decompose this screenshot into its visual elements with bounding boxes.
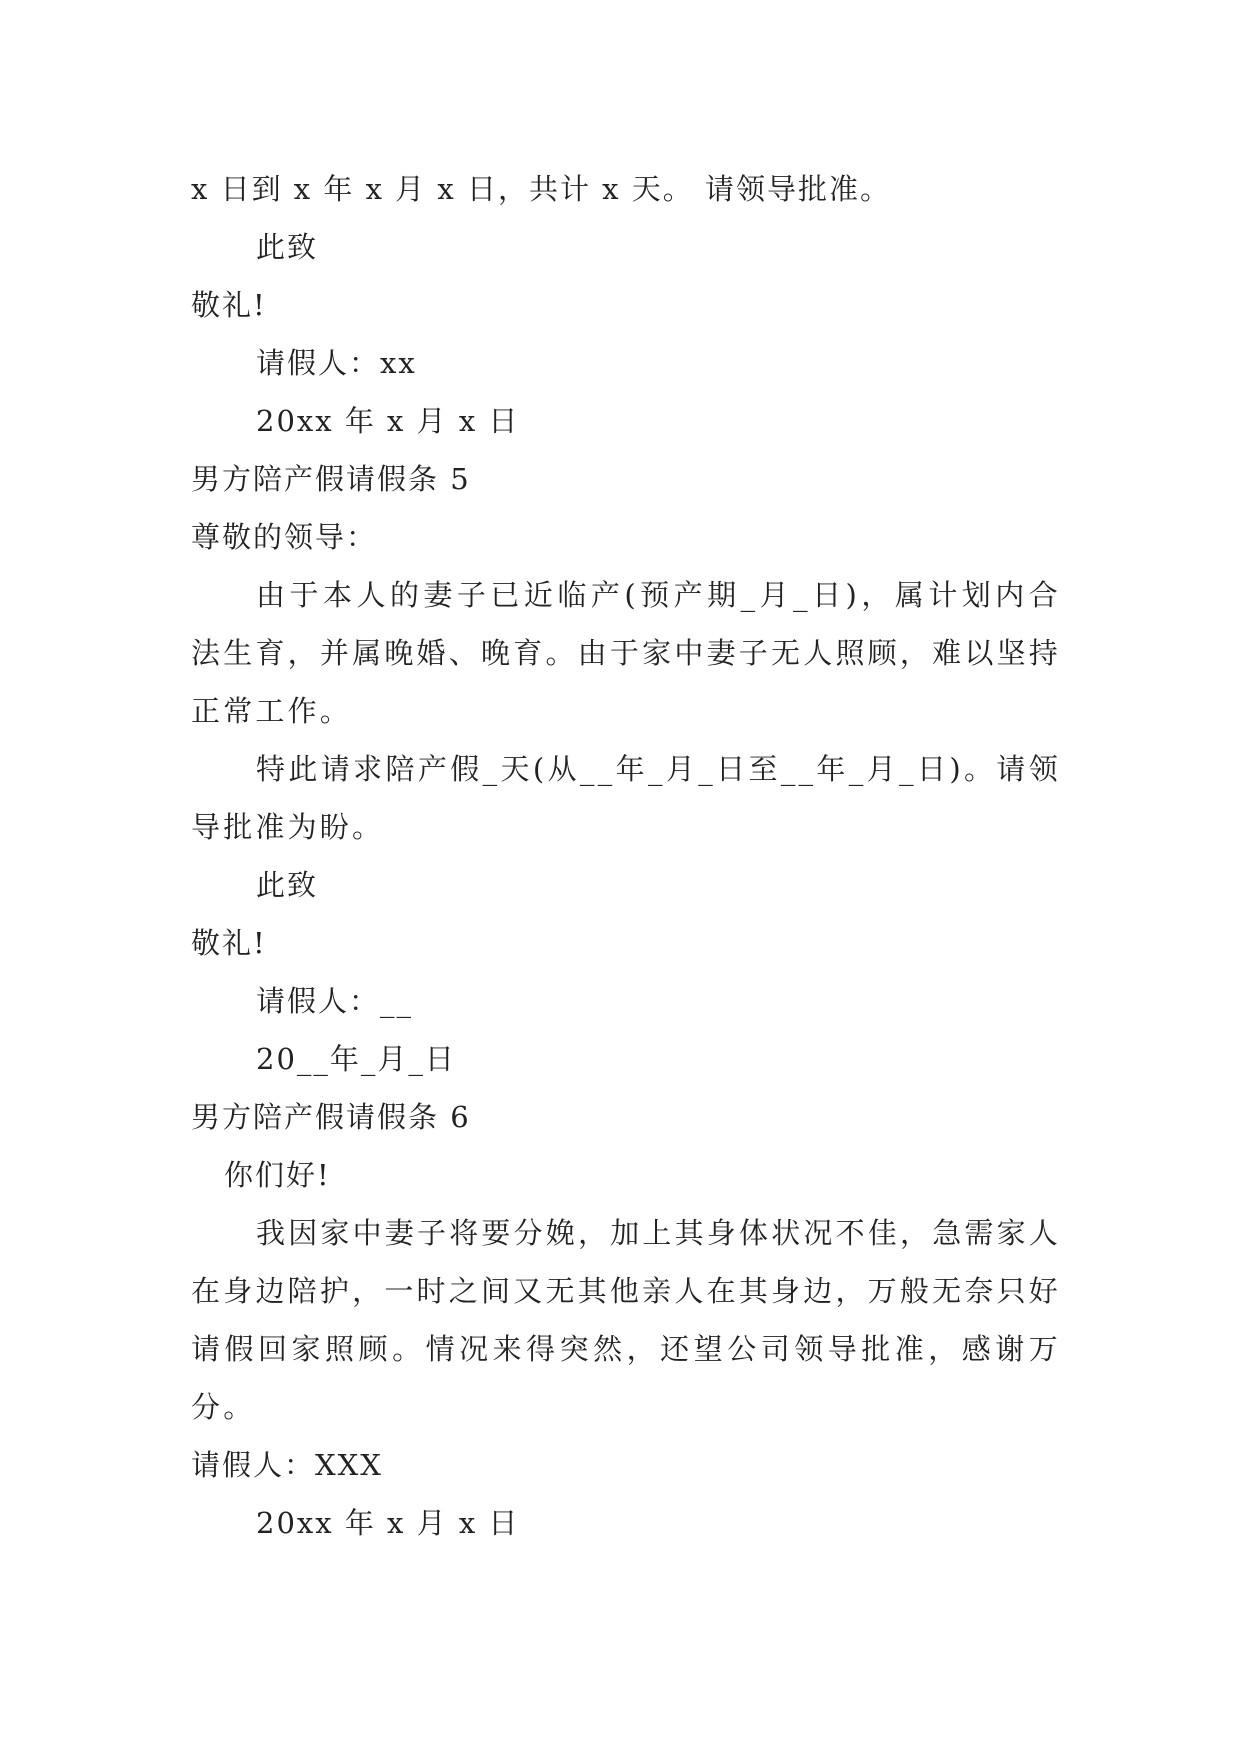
closing-regards: 敬礼! xyxy=(191,926,267,960)
closing-salutation: 此致 xyxy=(256,230,319,264)
closing-salutation: 此致 xyxy=(256,868,319,902)
body-paragraph-reason: 我因家中妻子将要分娩，加上其身体状况不佳，急需家人在身边陪护，一时之间又无其他亲人在其身边，万般无奈只好请假回家照顾。情况来得突然，还望公司领导批准，感谢万分。 xyxy=(191,1216,1062,1424)
leave-period-line: x 日到 x 年 x 月 x 日，共计 x 天。 请领导批准。 xyxy=(191,172,891,206)
body-paragraph-request: 特此请求陪产假_天(从__年_月_日至__年_月_日)。请领导批准为盼。 xyxy=(191,752,1061,844)
section-title-5: 男方陪产假请假条 5 xyxy=(191,462,471,496)
document-body xyxy=(191,160,1061,1552)
date-line: 20__年_月_日 xyxy=(256,1042,456,1076)
body-paragraph-reason: 由于本人的妻子已近临产(预产期_月_日)，属计划内合法生育，并属晚婚、晚育。由于家中妻子无人照顾，难以坚持正常工作。 xyxy=(191,578,1061,728)
date-line: 20xx 年 x 月 x 日 xyxy=(256,1506,520,1540)
greeting-line: 你们好! xyxy=(224,1158,331,1192)
section-title-6: 男方陪产假请假条 6 xyxy=(191,1100,471,1134)
applicant-line: 请假人：__ xyxy=(256,984,414,1018)
date-line: 20xx 年 x 月 x 日 xyxy=(256,404,520,438)
applicant-line: 请假人：xx xyxy=(256,346,417,380)
applicant-line: 请假人：XXX xyxy=(191,1448,383,1482)
greeting-line: 尊敬的领导： xyxy=(191,520,378,554)
closing-regards: 敬礼! xyxy=(191,288,267,322)
